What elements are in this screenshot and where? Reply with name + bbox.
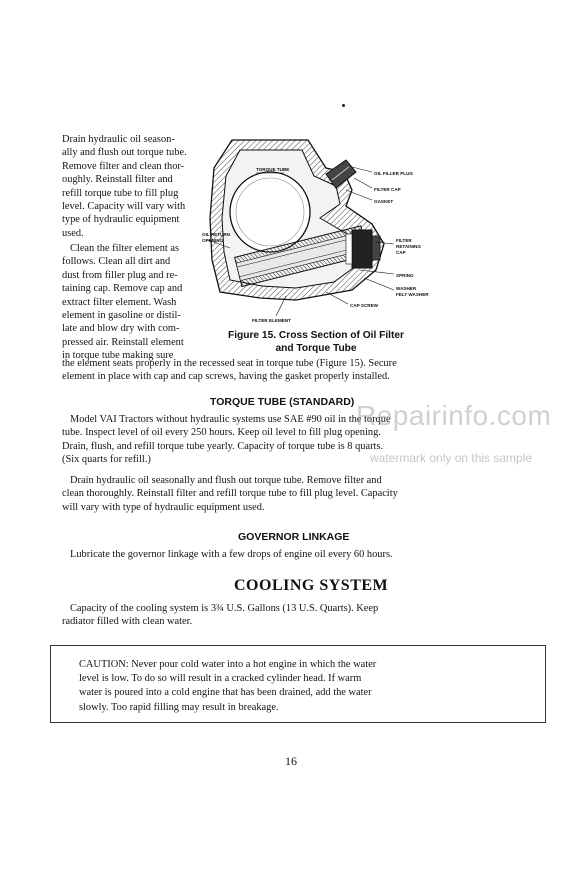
text-line: Drain hydraulic oil seasonally and flush out torque tube. Remove filter and bbox=[70, 475, 382, 486]
caption-line: and Torque Tube bbox=[275, 343, 357, 354]
torque-tube-heading: TORQUE TUBE (STANDARD) bbox=[210, 396, 355, 408]
text-line: type of hydraulic equipment bbox=[62, 214, 180, 226]
text-line: level is low. To do so will result in a cracked cylinder head. If warm bbox=[79, 673, 362, 685]
text-line: dust from filler plug and re- bbox=[62, 269, 178, 281]
text-line: taining cap. Remove cap and bbox=[62, 283, 183, 295]
label-oil-return-2: OPENING bbox=[202, 238, 224, 243]
text-line: follows. Clean all dirt and bbox=[62, 256, 171, 268]
oil-filter-cross-section-figure bbox=[196, 132, 436, 328]
label-oil-return-1: OIL RETURN bbox=[202, 232, 230, 237]
text-line: will vary with type of hydraulic equipment used. bbox=[62, 501, 265, 513]
text-line: water is poured into a cold engine that has been drained, add the water bbox=[79, 687, 372, 699]
drain-paragraph bbox=[62, 474, 532, 514]
caption-line: Figure 15. Cross Section of Oil Filter bbox=[227, 330, 405, 341]
clean-filter-continuation bbox=[62, 357, 532, 384]
label-filter-2: RETAINING bbox=[396, 244, 421, 249]
text-line: oughly. Reinstall filter and bbox=[62, 174, 173, 186]
label-gasket: GASKET bbox=[374, 199, 394, 204]
text-line: the element seats properly in the recessed seat in torque tube (Figure 15). Secure bbox=[62, 358, 397, 369]
text-line: in torque tube making sure bbox=[62, 350, 174, 362]
label-washer: WASHER bbox=[396, 286, 417, 291]
figure-caption bbox=[226, 329, 406, 355]
watermark-logo: Repairinfo.com bbox=[356, 400, 552, 431]
label-filter-element: FILTER ELEMENT bbox=[252, 318, 291, 323]
text-line: element in place with cap and cap screws, having the gasket properly installed. bbox=[62, 371, 390, 383]
caution-text bbox=[79, 658, 376, 715]
cooling-system-heading: COOLING SYSTEM bbox=[234, 577, 389, 594]
text-line: used. bbox=[62, 227, 84, 239]
text-line: late and blow dry with com- bbox=[62, 323, 180, 335]
intro-paragraph bbox=[62, 133, 202, 240]
text-line: element in gasoline or distil- bbox=[62, 310, 181, 322]
label-oil-filler-plug: OIL FILLER PLUG bbox=[374, 171, 413, 176]
text-line: ally and flush out torque tube. bbox=[62, 147, 187, 159]
label-filter-cap: FILTER CAP bbox=[374, 187, 401, 192]
text-line: refill torque tube to fill plug bbox=[62, 187, 179, 199]
page-number: 16 bbox=[285, 754, 297, 768]
label-felt-washer: FELT WASHER bbox=[396, 292, 429, 297]
text-line: Capacity of the cooling system is 3¾ U.S. Gallons (13 U.S. Quarts). Keep bbox=[70, 603, 379, 614]
clean-filter-paragraph bbox=[62, 242, 202, 363]
text-line: extract filter element. Wash bbox=[62, 296, 177, 308]
label-torque-tube: TORQUE TUBE bbox=[256, 167, 290, 172]
text-line: (Six quarts for refill.) bbox=[62, 454, 151, 466]
text-line: Clean the filter element as bbox=[70, 243, 180, 254]
text-line: slowly. Too rapid filling may result in breakage. bbox=[79, 701, 279, 713]
text-line: Model VAI Tractors without hydraulic systems use SAE #90 oil in the torque bbox=[70, 414, 391, 425]
text-line: clean thoroughly. Reinstall filter and refill torque tube to fill plug level. Capacity bbox=[62, 488, 398, 500]
label-filter-1: FILTER bbox=[396, 238, 412, 243]
label-cap-screw: CAP SCREW bbox=[350, 303, 378, 308]
governor-paragraph bbox=[70, 548, 530, 561]
speck bbox=[342, 104, 345, 107]
torque-tube-shaft bbox=[230, 172, 310, 252]
label-spring: SPRING bbox=[396, 273, 414, 278]
text-line: Lubricate the governor linkage with a few drops of engine oil every 60 hours. bbox=[70, 549, 393, 560]
text-line: tube. Inspect level of oil every 250 hours. Keep oil level to fill plug opening. bbox=[62, 427, 381, 439]
text-line: CAUTION: Never pour cold water into a hot engine in which the water bbox=[79, 659, 377, 670]
text-line: level. Capacity will vary with bbox=[62, 201, 186, 213]
text-line: radiator filled with clean water. bbox=[62, 616, 193, 628]
cooling-paragraph bbox=[62, 602, 532, 629]
text-line: Drain hydraulic oil season- bbox=[62, 134, 175, 145]
text-line: Remove filter and clean thor- bbox=[62, 160, 185, 172]
caution-box bbox=[50, 645, 546, 723]
text-line: pressed air. Reinstall element bbox=[62, 336, 184, 348]
governor-heading: GOVERNOR LINKAGE bbox=[238, 531, 350, 543]
watermark-note: watermark only on this sample bbox=[370, 451, 533, 465]
label-filter-3: CAP bbox=[396, 250, 406, 255]
text-line: Drain, flush, and refill torque tube yearly. Capacity of torque tube is 8 quarts. bbox=[62, 440, 384, 452]
